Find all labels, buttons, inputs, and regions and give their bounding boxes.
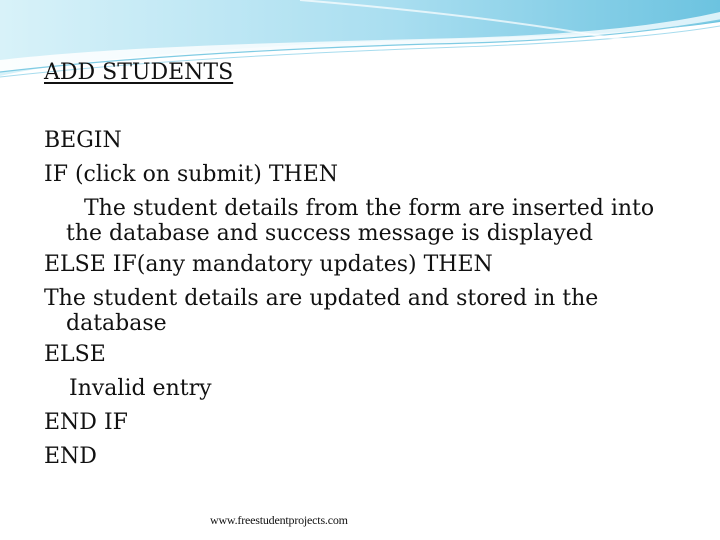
- line-update-details: The student details are updated and stored in the: [44, 286, 599, 311]
- footer-url: www.freestudentprojects.com: [210, 513, 348, 527]
- line-if-submit: IF (click on submit) THEN: [44, 162, 339, 187]
- line-begin: BEGIN: [44, 128, 122, 153]
- line-else: ELSE: [44, 342, 106, 367]
- line-insert-details-cont: the database and success message is displayed: [66, 221, 593, 246]
- slide-title: ADD STUDENTS: [44, 60, 234, 85]
- line-end: END: [44, 444, 97, 469]
- pseudocode-block: [44, 124, 684, 474]
- line-update-details-cont: database: [66, 311, 167, 336]
- line-end-if: END IF: [44, 410, 128, 435]
- line-invalid-entry: Invalid entry: [69, 376, 212, 401]
- line-insert-details: The student details from the form are inserted into: [84, 196, 655, 221]
- line-else-if: ELSE IF(any mandatory updates) THEN: [44, 252, 493, 277]
